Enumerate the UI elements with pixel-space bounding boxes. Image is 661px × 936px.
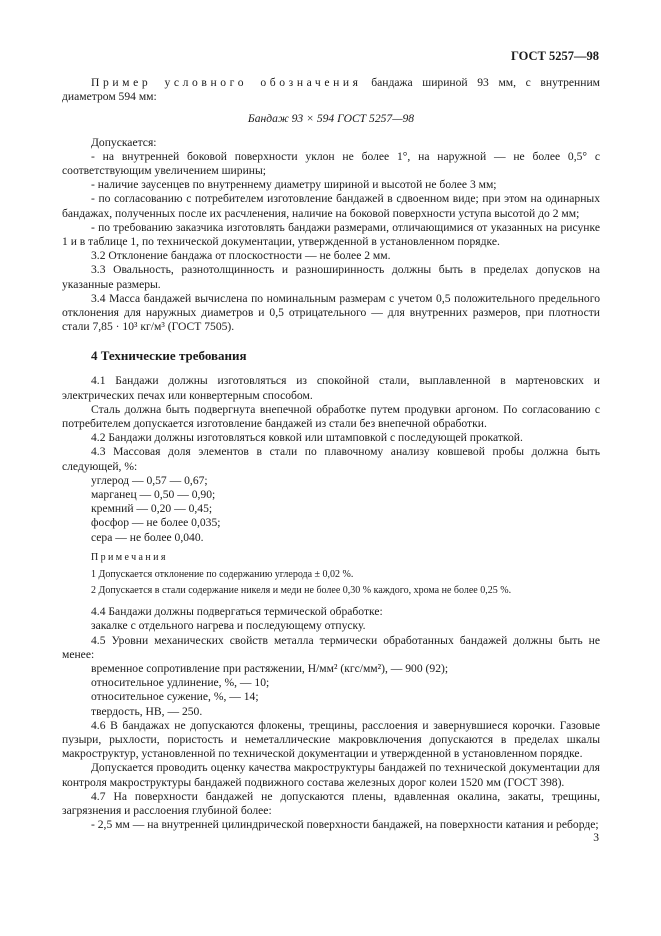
clause-4-7-item-1: - 2,5 мм — на внутренней цилиндрической поверхности бандажей, на поверхности катания и реборде; [91,818,599,832]
allowed-item-4: - по требованию заказчика изготовлять бандажи размерами, отличающимися от указанных на рисунке 1 и в таблице 1, по технической документации, утвержденной в установленном порядке. [62,220,600,249]
element-silicon: кремний — 0,20 — 0,45; [91,502,213,516]
mechanical-properties-list [62,662,600,719]
tensile-strength: временное сопротивление при растяжении, Н/мм² (кгс/мм²), — 900 (92); [91,661,449,675]
element-phosphorus: фосфор — не более 0,035; [91,516,221,530]
allowed-intro: Допускается: [91,135,157,149]
example-lead-spaced: Пример условного обозначения [91,76,362,89]
clause-4-3: 4.3 Массовая доля элементов в стали по плавочному анализу ковшевой пробы должна быть следующей, %: [62,445,600,473]
element-manganese: марганец — 0,50 — 0,90; [91,488,216,502]
document-code: ГОСТ 5257—98 [510,49,599,63]
clause-4-6: 4.6 В бандажах не допускаются флокены, трещины, расслоения и завернувшиеся корочки. Газовые пузыри, рыхлости, пористость и неметаллические макровключения допускаются в пределах шкалы макроструктур, установленной по технической документации и утвержденной в установленном порядке. [62,718,600,761]
clause-4-1-steel: Сталь должна быть подвергнута внепечной обработке путем продувки аргоном. По согласованию с потребителем допускается изготовление бандажей из стали без внепечной обработки. [62,402,600,431]
allowed-item-3: - по согласованию с потребителем изготовление бандажей в сдвоенном виде; при этом на одинарных бандажах, полученных после их расчленения, наличие на боковой поверхности уступа высотой до 2 мм; [62,192,600,220]
hardness: твердость, НВ, — 250. [91,704,203,718]
clause-4-4-detail: закалке с отдельного нагрева и последующему отпуску. [91,619,366,633]
section-4-heading: 4 Технические требования [91,348,247,364]
clause-4-5: 4.5 Уровни механических свойств металла термически обработанных бандажей должны быть не менее: [62,633,600,661]
allowed-item-2: - наличие заусенцев по внутреннему диаметру шириной и высотой не более 3 мм; [91,178,497,192]
clause-3-2: 3.2 Отклонение бандажа от плоскостности — не более 2 мм. [91,249,391,263]
clause-4-2: 4.2 Бандажи должны изготовляться ковкой или штамповкой с последующей прокаткой. [91,431,523,445]
element-sulfur: сера — не более 0,040. [91,530,204,544]
page-number: 3 [593,831,599,844]
allowed-item-1: - на внутренней боковой поверхности уклон не более 1°, на наружной — не более 0,5° с соответствующим увеличением ширины; [62,149,600,178]
clause-4-1: 4.1 Бандажи должны изготовляться из спокойной стали, выплавленной в мартеновских и электрических печах или конвертерным способом. [62,374,600,402]
clause-4-6-macrostructure: Допускается проводить оценку качества макроструктуры бандажей по технической документации для контроля макроструктуры бандажей подвижного состава железных дорог колеи 1520 мм (ГОСТ 398). [62,761,600,789]
example-lead-rest: бандажа шириной 93 мм, с внутренним диаметром 594 мм: [62,76,600,104]
notes-title: Примечания [91,551,168,563]
element-list [62,474,600,545]
elongation: относительное удлинение, %, — 10; [91,676,270,690]
element-carbon: углерод — 0,57 — 0,67; [91,473,208,487]
note-1: 1 Допускается отклонение по содержанию углерода ± 0,02 %. [91,569,354,581]
reduction-of-area: относительное сужение, %, — 14; [91,690,259,704]
designation-formula: Бандаж 93 × 594 ГОСТ 5257—98 [247,112,415,126]
note-2: 2 Допускается в стали содержание никеля и меди не более 0,30 % каждого, хрома не более 0,25 %. [91,585,512,597]
clause-4-7: 4.7 На поверхности бандажей не допускаются плены, вдавленная окалина, закаты, трещины, загрязнения и расслоения глубиной более: [62,789,600,817]
clause-4-4: 4.4 Бандажи должны подвергаться термической обработке: [91,605,383,619]
clause-3-4: 3.4 Масса бандажей вычислена по номинальным размерам с учетом 0,5 положительного предельного отклонения для наружных диаметров и 0,5 отрицательного — для внутренних размеров, при плотности стали 7,85 · 10³ кг/м³ (ГОСТ 7505). [62,291,600,334]
designation-example-intro [62,76,600,104]
clause-3-3: 3.3 Овальность, разнотолщинность и разноширинность должны быть в пределах допусков на указанные размеры. [62,263,600,291]
page-content [62,76,600,832]
